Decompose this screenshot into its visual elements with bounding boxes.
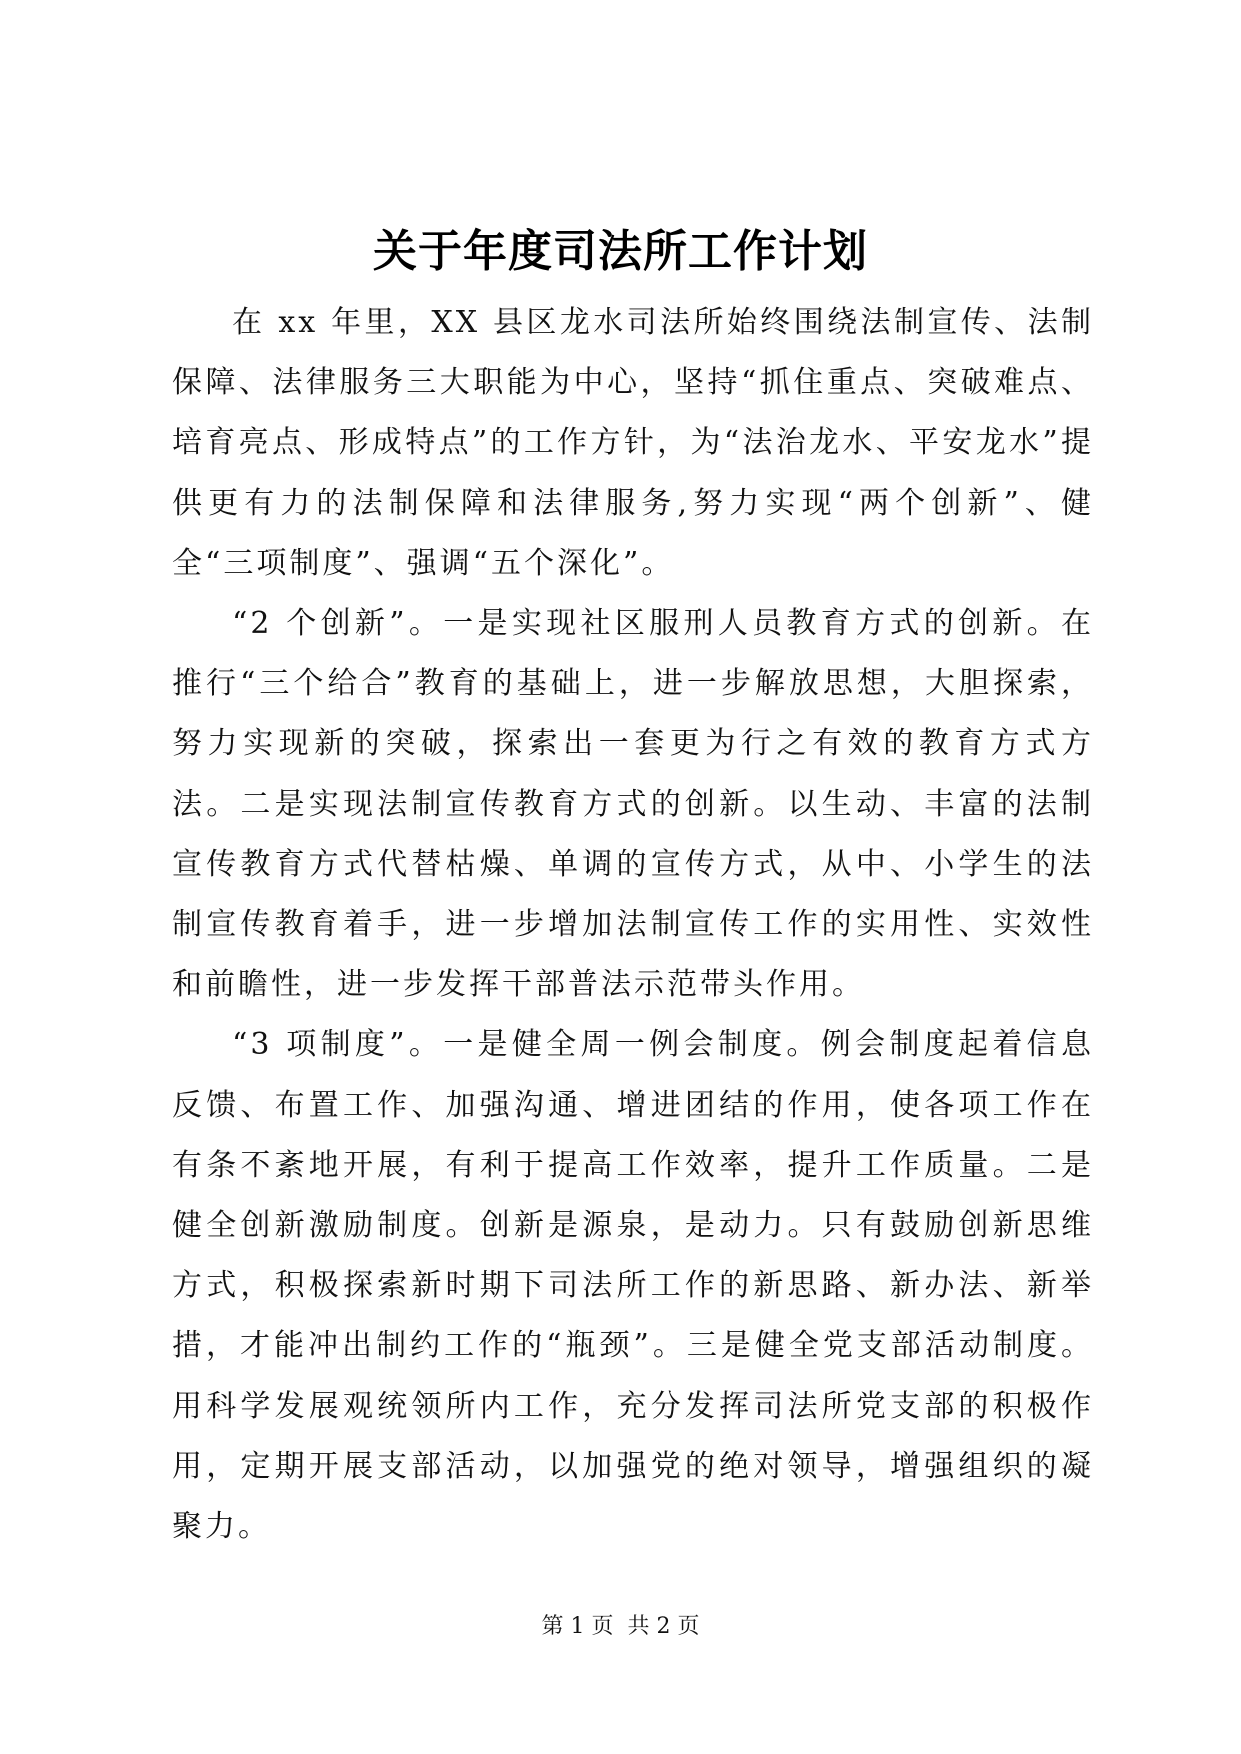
document-title: 关于年度司法所工作计划 [373, 226, 868, 277]
page-number-label: 第 1 页 共 2 页 [541, 1614, 700, 1639]
paragraph-two-innovations: “2 个创新”。一是实现社区服刑人员教育方式的创新。在推行“三个给合”教育的基础上，进一步解放思想，大胆探索，努力实现新的突破，探索出一套更为行之有效的教育方式方法。二是实现法制宣传教育方式的创新。以生动、丰富的法制宣传教育方式代替枯燥、单调的宣传方式，从中、小学生的法制宣传教育着手，进一步增加法制宣传工作的实用性、实效性和前瞻性，进一步发挥干部普法示范带头作用。 [172, 606, 1094, 1003]
document-body [172, 293, 1094, 1557]
paragraph-intro: 在 xx 年里，XX 县区龙水司法所始终围绕法制宣传、法制保障、法律服务三大职能为中心，坚持“抓住重点、突破难点、培育亮点、形成特点”的工作方针，为“法治龙水、平安龙水”提供更有力的法制保障和法律服务,努力实现“两个创新”、健全“三项制度”、强调“五个深化”。 [172, 305, 1094, 581]
paragraph-three-systems: “3 项制度”。一是健全周一例会制度。例会制度起着信息反馈、布置工作、加强沟通、增进团结的作用，使各项工作在有条不紊地开展，有利于提高工作效率，提升工作质量。二是健全创新激励制度。创新是源泉，是动力。只有鼓励创新思维方式，积极探索新时期下司法所工作的新思路、新办法、新举措，才能冲出制约工作的“瓶颈”。三是健全党支部活动制度。用科学发展观统领所内工作，充分发挥司法所党支部的积极作用，定期开展支部活动，以加强党的绝对领导，增强组织的凝聚力。 [172, 1027, 1094, 1545]
page-footer [0, 1612, 1241, 1642]
